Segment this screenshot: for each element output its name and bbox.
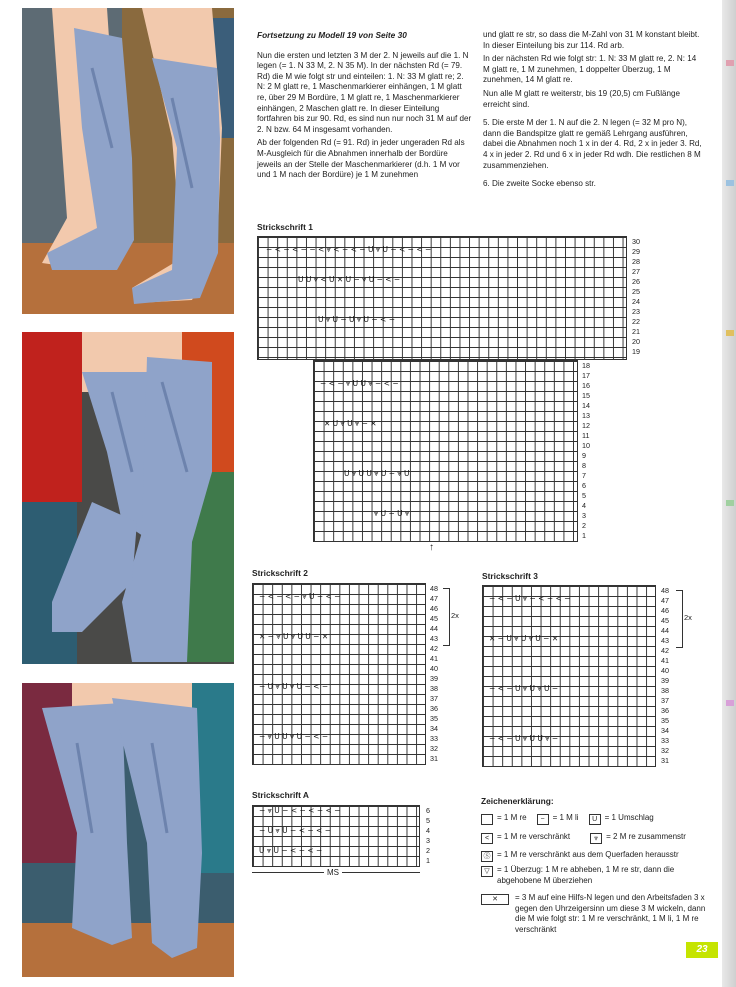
chart1-symbols: − < − < − − < ⩔ < − < − U ⩔ U − < − < − [266,245,432,254]
chartA-symbols: − ⩔ U − < − < − < − [259,806,341,815]
chart1-title: Strickschrift 1 [257,222,313,232]
chart3-title: Strickschrift 3 [482,571,538,581]
legend-item: U = 1 Umschlag [589,813,654,824]
paragraph: Ab der folgenden Rd (= 91. Rd) in jeder ungeraden Rd als M-Ausgleich für die Abnahmen innerhalb der Bordüre jeweils an der Stelle der Maschenmarkierer (d.h. 1 M vor und 1 M nach der Bordüre) je 1 M zunehmen [257,138,465,180]
legend-item: − = 1 M li [537,813,579,824]
chart2-symbols: − ⩔ U U ⩔ U − < − [259,732,329,741]
chart2-title: Strickschrift 2 [252,568,308,578]
chartA-grid [252,805,420,867]
chart2-symbols: − U ⩔ U ⩔ U − < − [259,682,329,691]
chart2-symbols: − < − < − ⩔ U − < − [259,592,341,601]
legend-title: Zeichenerklärung: [481,796,554,806]
chart1-symbols: U U ⩔ < U ✕ U − ⩔ U − < − [298,275,401,284]
chartA-row-numbers: 6 5 4 3 2 1 [426,806,430,865]
chart3-symbols: − < − U ⩔ − < − < − [489,594,571,603]
sock-photo-standing [22,8,234,314]
chart1-symbols: U ⩔ U − U ⩔ U − < − [318,315,396,324]
sock-photo-sitting [22,683,234,977]
paragraph: Nun alle M glatt re weiterstr, bis 19 (20,5) cm Fußlänge erreicht sind. [483,88,681,109]
chartA-repeat-label: MS [324,868,342,877]
continuation-heading: Fortsetzung zu Modell 19 von Seite 30 [257,30,407,40]
page-edge-tabs [722,0,736,987]
chart3-row-numbers: 48 47 46 45 44 43 42 41 40 39 38 37 36 35 34 33 32 31 [661,586,669,765]
sock-photo-crossed-legs [22,332,234,664]
chart2-row-numbers: 48 47 46 45 44 43 42 41 40 39 38 37 36 35 34 33 32 31 [430,584,438,763]
legend-item: ▽ = 1 Überzug: 1 M re abheben, 1 M re str, dann die abgehobene M überziehen [481,865,713,887]
chart1-row-numbers-top: 30 29 28 27 26 25 24 23 22 21 20 19 [632,237,640,356]
chartA-title: Strickschrift A [252,790,309,800]
chart1-symbols: ✕ U ⩔ U ⩔ − ✕ [324,419,377,428]
legend-item: ⩔ = 2 M re zusammenstr [590,832,686,843]
symbol-legend [481,796,713,940]
paragraph: 6. Die zweite Socke ebenso str. [483,179,596,189]
chart2-repeat-label: 2x [451,611,459,620]
paragraph: Nun die ersten und letzten 3 M der 2. N jeweils auf die 1. N legen (= 1. N 33 M, 2. N 35 M). In der nächsten Rd (= 79. Rd) die M wie folgt str und einteilen: 1. N: 33 M glatt re; 2. N: 2 M glatt re, 1 Maschenmarkierer einhängen, 1 M glatt re, über 29 M Bordüre, 1 M glatt re, 1 Maschenmarkierer einhängen, 2 Maschen glatt re. In dieser Einteilung fortfahren bis zur 90. Rd, es sind nun nur noch 31 M auf der 2. N bzw. 64 M insgesamt vorhanden. [257,50,472,134]
chart1-symbols: − < − ⩔ U U ⩔ − < − [320,379,399,388]
legend-item: Ⓢ = 1 M re verschränkt aus dem Querfaden herausstr [481,850,713,861]
chartA-symbols: U ⩔ U − < − < − [259,846,323,855]
legend-item: < = 1 M re verschränkt [481,832,570,843]
chart1-symbols: U ⩔ U U ⩔ U − ⩔ U [344,469,410,478]
chart3-symbols: − < − U ⩔ U ⩔ U − [489,684,559,693]
chart1-row-numbers-bottom: 18 17 16 15 14 13 12 11 10 9 8 7 6 5 4 3 2 1 [582,361,590,540]
instructions-right-column [483,30,703,193]
instructions-left-column [257,30,472,184]
legend-item: ✕ = 3 M auf eine Hilfs-N legen und den Arbeitsfaden 3 x gegen den Uhrzeigersinn um diese 3 M wickeln, dann die M wie folgt str: 1 M re verschränkt, 1 M li, 1 M re verschränkt [481,893,713,936]
chartA-symbols: − U ⩔ U − < − < − [259,826,331,835]
chart3-symbols: ✕ − U ⩔ U ⩔ U − ✕ [489,634,559,643]
paragraph: und glatt re str, so dass die M-Zahl von 31 M konstant bleibt. In dieser Einteilung bis zur 114. Rd arb. [483,30,700,50]
chart3-grid [482,585,656,767]
chart1-center-arrow: ↑ [429,542,434,553]
paragraph: In der nächsten Rd wie folgt str: 1. N: 33 M glatt re, 2. N: 14 M glatt re, 1 M zunehmen, 1 doppelter Überzug, 1 M zunehmen, 14 M glatt re. [483,54,697,85]
chart1-grid-top [257,236,627,360]
chart1-grid-bottom [313,360,578,542]
legend-item: = 1 M re [481,813,527,824]
paragraph: 5. Die erste M der 1. N auf die 2. N legen (= 32 M pro N), dann die Bandspitze glatt re gemäß Lehrgang ausführen, dabei die Abnahmen noch 1 x in der 4. Rd, 2 x in jeder 3. Rd, 4 x in jeder 2. Rd und 6 x in jeder Rd wdh. Die restlichen 8 M zusammenziehen. [483,118,702,170]
chart1-symbols: ⩔ U − U ⩔ [374,509,410,518]
chart3-symbols: − < − U ⩔ U U ⩔ − [489,734,559,743]
chart2-grid [252,583,426,765]
page-number: 23 [686,942,718,958]
chart2-symbols: ✕ − ⩔ U ⩔ U U − ✕ [259,632,329,641]
chart2-repeat-bracket [443,588,450,646]
chart3-repeat-label: 2x [684,613,692,622]
chart3-repeat-bracket [676,590,683,648]
